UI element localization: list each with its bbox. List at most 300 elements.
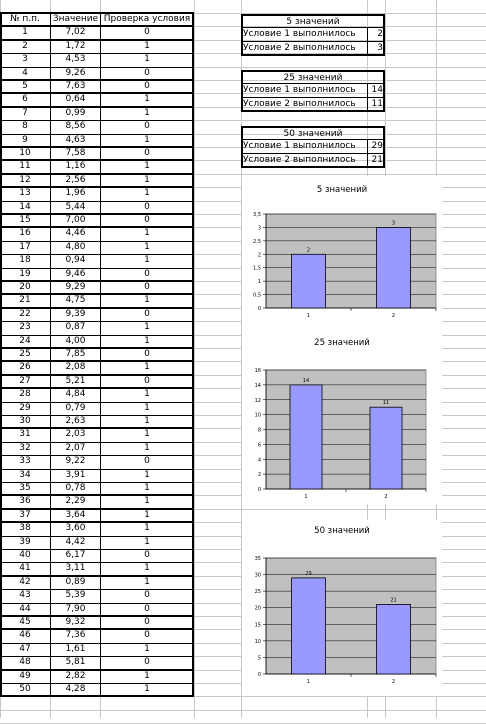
y-tick-label: 0 [257,306,261,312]
condition-cell[interactable]: 1 [144,362,150,373]
y-tick-label: 2,5 [253,238,261,245]
row-number-cell[interactable]: 1 [22,27,28,38]
value-cell[interactable]: 4,28 [65,684,86,694]
chart-title: 5 значений [316,185,368,195]
bar-chart[interactable] [242,176,442,334]
condition-cell[interactable]: 1 [144,188,150,199]
value-cell[interactable]: 1,16 [65,161,86,172]
table-row [0,361,194,374]
row-number-cell[interactable]: 19 [19,268,31,279]
condition-cell[interactable]: 0 [144,630,150,641]
condition-cell[interactable]: 1 [144,402,150,413]
row-number-cell[interactable]: 34 [19,469,31,480]
value-cell[interactable]: 4,84 [65,389,86,400]
bar [370,407,402,489]
table-row-border [0,335,194,336]
table-row-border [0,536,194,537]
condition-cell[interactable]: 1 [144,576,150,587]
value-cell[interactable]: 9,32 [65,617,86,627]
row-number-cell[interactable]: 39 [19,536,31,547]
condition-cell[interactable]: 0 [144,375,150,386]
condition-cell[interactable]: 1 [144,389,150,400]
y-tick-label: 20 [254,605,261,612]
summary-title[interactable]: 50 значений [241,126,385,140]
row-number-cell[interactable]: 48 [19,657,31,668]
value-cell[interactable]: 4,75 [65,295,86,306]
value-cell[interactable]: 2,56 [65,174,86,185]
condition-cell[interactable]: 1 [144,442,150,453]
condition-cell[interactable]: 1 [144,107,150,118]
condition-cell[interactable]: 1 [144,469,150,480]
row-number-cell[interactable]: 29 [19,402,31,413]
row-number-cell[interactable]: 3 [22,54,28,65]
summary-label[interactable]: Условие 1 выполнилось [243,141,356,151]
table-row [0,93,194,106]
data-label: 11 [382,400,390,407]
summary-title[interactable]: 5 значений [241,14,385,28]
condition-cell[interactable]: 1 [144,670,150,681]
table-row [0,522,194,535]
value-cell[interactable]: 5,44 [65,201,86,212]
table-row-border [0,402,194,403]
condition-cell[interactable]: 1 [144,563,150,574]
bar-chart[interactable] [242,334,442,504]
value-cell[interactable]: 4,46 [65,228,86,239]
table-row-border [0,134,194,135]
row-number-cell[interactable]: 8 [22,121,28,132]
value-cell[interactable]: 7,58 [65,148,86,158]
table-row [0,629,194,642]
value-cell[interactable]: 5,81 [65,657,86,668]
row-number-cell[interactable]: 42 [19,576,31,587]
condition-cell[interactable]: 0 [144,617,150,627]
condition-cell[interactable]: 1 [144,322,150,333]
table-column-border [100,13,101,696]
summary-value[interactable]: 11 [371,99,383,109]
row-number-cell[interactable]: 28 [19,389,31,400]
value-cell[interactable]: 7,36 [65,630,86,641]
table-row [0,214,194,227]
y-tick-label: 2 [257,472,261,479]
table-row-border [0,53,194,54]
table-row-border [0,415,194,416]
value-cell[interactable]: 5,21 [65,375,86,386]
y-tick-label: 0 [257,672,261,678]
value-cell[interactable]: 2,82 [65,670,86,681]
value-cell[interactable]: 3,11 [65,563,86,574]
row-number-cell[interactable]: 7 [22,107,28,118]
summary-value[interactable]: 3 [377,43,383,53]
table-row [0,643,194,656]
table-row [0,254,194,267]
condition-cell[interactable]: 0 [144,81,150,91]
condition-cell[interactable]: 0 [144,603,150,614]
value-cell[interactable]: 0,99 [65,107,86,118]
row-number-cell[interactable]: 23 [19,322,31,333]
condition-cell[interactable]: 1 [144,228,150,239]
condition-cell[interactable]: 0 [144,349,150,359]
x-tick-label: 2 [391,313,396,319]
table-row [0,53,194,66]
value-cell[interactable]: 7,90 [65,603,86,614]
table-row [0,281,194,294]
value-cell[interactable]: 1,96 [65,188,86,199]
table-row-border [0,321,194,322]
value-cell[interactable]: 9,46 [65,268,86,279]
grid-row-line [0,710,486,711]
row-number-cell[interactable]: 44 [19,603,31,614]
bar-chart[interactable] [242,520,442,696]
table-row-border [0,615,194,617]
row-number-cell[interactable]: 18 [19,255,31,266]
condition-cell[interactable]: 1 [144,241,150,252]
row-number-cell[interactable]: 50 [19,684,31,694]
condition-cell[interactable]: 1 [144,523,150,534]
summary-value[interactable]: 21 [371,155,383,165]
table-row-border [0,280,194,282]
table-row [0,442,194,455]
x-tick-label: 2 [391,679,396,685]
value-cell[interactable]: 4,80 [65,241,86,252]
table-row-border [0,549,194,550]
row-number-cell[interactable]: 14 [19,201,31,212]
summary-row [241,28,385,42]
table-row-border [0,374,194,376]
condition-cell[interactable]: 0 [144,201,150,212]
data-table [0,13,194,703]
value-cell[interactable]: 2,07 [65,442,86,453]
row-number-cell[interactable]: 13 [19,188,31,199]
y-tick-label: 35 [254,556,261,562]
table-row-border [0,494,194,496]
condition-cell[interactable]: 0 [144,657,150,668]
table-row-border [0,186,194,188]
table-row [0,428,194,441]
table-row [0,589,194,602]
table-row [0,187,194,200]
summary-row [241,84,385,98]
y-tick-label: 15 [254,622,261,629]
summary-row [241,42,385,56]
table-row [0,26,194,39]
table-row [0,495,194,508]
summary-row [241,98,385,112]
table-row-border [0,360,194,362]
condition-cell[interactable]: 1 [144,684,150,694]
table-row [0,107,194,120]
value-cell[interactable]: 5,39 [65,590,86,601]
row-number-cell[interactable]: 20 [19,282,31,292]
chart-title: 50 значений [314,526,370,536]
value-cell[interactable]: 0,89 [65,576,86,587]
row-number-cell[interactable]: 15 [19,215,31,225]
value-cell[interactable]: 4,00 [65,335,86,346]
table-row-border [0,226,194,228]
table-row [0,67,194,80]
table-row [0,134,194,147]
row-number-cell[interactable]: 2 [22,40,28,51]
condition-cell[interactable]: 1 [144,496,150,507]
condition-cell[interactable]: 1 [144,161,150,172]
condition-cell[interactable]: 1 [144,416,150,426]
condition-cell[interactable]: 1 [144,429,150,440]
condition-cell[interactable]: 0 [144,148,150,158]
table-row-border [0,656,194,657]
table-row-border [0,12,194,14]
y-tick-label: 12 [254,397,261,404]
y-tick-label: 14 [254,382,261,389]
condition-cell[interactable]: 1 [144,174,150,185]
table-row [0,268,194,281]
row-number-cell[interactable]: 25 [19,349,31,359]
row-number-cell[interactable]: 46 [19,630,31,641]
row-number-cell[interactable]: 43 [19,590,31,601]
row-number-cell[interactable]: 36 [19,496,31,507]
table-row-border [0,173,194,175]
y-tick-label: 30 [254,572,261,579]
condition-cell[interactable]: 1 [144,255,150,266]
table-row-border [0,482,194,483]
value-cell[interactable]: 1,61 [65,643,86,654]
row-number-cell[interactable]: 9 [22,134,28,145]
value-cell[interactable]: 0,78 [65,483,86,493]
value-cell[interactable]: 9,26 [65,67,86,78]
condition-cell[interactable]: 0 [144,550,150,560]
row-number-cell[interactable]: 41 [19,563,31,574]
condition-cell[interactable]: 1 [144,483,150,493]
condition-cell[interactable]: 0 [144,121,150,132]
value-cell[interactable]: 1,72 [65,40,86,51]
value-cell[interactable]: 9,22 [65,456,86,467]
data-label: 2 [306,247,311,254]
table-column-border [192,13,194,696]
row-number-cell[interactable]: 16 [19,228,31,239]
table-row [0,402,194,415]
value-cell[interactable]: 7,85 [65,349,86,359]
condition-cell[interactable]: 1 [144,335,150,346]
condition-cell[interactable]: 0 [144,456,150,467]
condition-cell[interactable]: 1 [144,536,150,547]
condition-cell[interactable]: 0 [144,67,150,78]
table-row-border [0,67,194,68]
value-cell[interactable]: 0,94 [65,255,86,266]
condition-cell[interactable]: 1 [144,509,150,520]
bar [290,385,322,489]
x-tick-label: 1 [306,679,311,685]
column-header[interactable]: Значение [52,14,99,24]
table-row-border [0,268,194,269]
table-row [0,40,194,53]
value-cell[interactable]: 4,53 [65,54,86,65]
table-row-border [0,159,194,161]
table-row [0,469,194,482]
value-cell[interactable]: 3,91 [65,469,86,480]
value-cell[interactable]: 4,42 [65,536,86,547]
y-tick-label: 1 [257,279,261,286]
value-cell[interactable]: 6,17 [65,550,86,560]
table-row-border [0,589,194,590]
value-cell[interactable]: 9,39 [65,308,86,319]
value-cell[interactable]: 7,63 [65,81,86,91]
summary-label[interactable]: Условие 2 выполнилось [243,99,356,109]
column-header[interactable]: № п.п. [10,14,40,24]
row-number-cell[interactable]: 6 [22,94,28,105]
row-number-cell[interactable]: 5 [22,81,28,91]
condition-cell[interactable]: 1 [144,94,150,105]
table-row [0,201,194,214]
summary-label[interactable]: Условие 1 выполнилось [243,85,356,95]
summary-row [241,140,385,154]
value-cell[interactable]: 2,63 [65,416,86,426]
value-cell[interactable]: 2,29 [65,496,86,507]
bar [292,254,326,308]
table-row [0,80,194,93]
chart-svg [242,520,442,696]
summary-label[interactable]: Условие 2 выполнилось [243,155,356,165]
table-row-border [0,92,194,94]
row-number-cell[interactable]: 49 [19,670,31,681]
row-number-cell[interactable]: 45 [19,617,31,627]
table-row-border [0,213,194,215]
table-row [0,536,194,549]
x-tick-label: 1 [306,313,311,319]
value-cell[interactable]: 2,03 [65,429,86,440]
value-cell[interactable]: 4,63 [65,134,86,145]
condition-cell[interactable]: 0 [144,282,150,292]
row-number-cell[interactable]: 40 [19,550,31,560]
row-number-cell[interactable]: 30 [19,416,31,426]
row-number-cell[interactable]: 27 [19,375,31,386]
condition-cell[interactable]: 1 [144,295,150,306]
table-row [0,455,194,468]
table-row-border [0,347,194,349]
condition-cell[interactable]: 0 [144,308,150,319]
row-number-cell[interactable]: 24 [19,335,31,346]
y-tick-label: 1,5 [253,265,261,272]
table-row [0,562,194,575]
condition-cell[interactable]: 1 [144,643,150,654]
value-cell[interactable]: 9,29 [65,282,86,292]
table-row [0,147,194,160]
table-column-border [0,13,2,696]
table-row [0,576,194,589]
condition-cell[interactable]: 1 [144,54,150,65]
row-number-cell[interactable]: 35 [19,483,31,493]
y-tick-label: 3 [257,225,261,232]
row-number-cell[interactable]: 32 [19,442,31,453]
summary-label[interactable]: Условие 1 выполнилось [243,29,356,39]
table-row-border [0,628,194,630]
x-tick-label: 1 [304,494,308,500]
bar [377,604,411,674]
row-number-cell[interactable]: 31 [19,429,31,440]
condition-cell[interactable]: 0 [144,268,150,279]
summary-label[interactable]: Условие 2 выполнилось [243,43,356,53]
table-row-border [0,387,194,389]
row-number-cell[interactable]: 11 [19,161,31,172]
value-cell[interactable]: 0,64 [65,94,86,105]
table-row [0,683,194,696]
table-row-border [0,575,194,577]
summary-box [241,14,386,56]
table-row-border [0,293,194,295]
row-number-cell[interactable]: 12 [19,174,31,185]
summary-value[interactable]: 2 [377,29,383,39]
table-row [0,120,194,133]
bar [292,578,326,674]
row-number-cell[interactable]: 38 [19,523,31,534]
data-label: 3 [391,220,396,227]
y-tick-label: 8 [257,427,261,434]
table-row [0,241,194,254]
table-row-border [0,106,194,108]
table-column-border [50,13,51,696]
table-row [0,294,194,307]
row-number-cell[interactable]: 22 [19,308,31,319]
y-tick-label: 0 [257,487,261,493]
summary-value[interactable]: 29 [371,141,383,151]
condition-cell[interactable]: 0 [144,215,150,225]
table-row [0,509,194,522]
table-row-border [0,25,194,27]
row-number-cell[interactable]: 47 [19,643,31,654]
value-cell[interactable]: 3,64 [65,509,86,520]
row-number-cell[interactable]: 26 [19,362,31,373]
condition-cell[interactable]: 0 [144,27,150,38]
value-cell[interactable]: 7,00 [65,215,86,225]
table-row-border [0,120,194,121]
table-row [0,549,194,562]
table-row-border [0,562,194,563]
data-label: 21 [390,597,397,604]
table-row-border [0,469,194,470]
x-tick-label: 2 [384,494,388,500]
row-number-cell[interactable]: 17 [19,241,31,252]
table-row-border [0,603,194,604]
row-number-cell[interactable]: 4 [22,67,28,78]
y-tick-label: 6 [257,442,261,449]
row-number-cell[interactable]: 10 [19,148,31,158]
y-tick-label: 10 [254,412,261,419]
value-cell[interactable]: 2,08 [65,362,86,373]
table-row [0,670,194,683]
table-row-border [0,521,194,523]
condition-cell[interactable]: 1 [144,40,150,51]
table-header-row [0,13,194,26]
row-number-cell[interactable]: 21 [19,295,31,306]
table-row [0,375,194,388]
y-tick-label: 3,5 [253,212,261,218]
value-cell[interactable]: 0,87 [65,322,86,333]
value-cell[interactable]: 8,56 [65,121,86,132]
value-cell[interactable]: 7,02 [65,27,86,38]
table-row [0,227,194,240]
summary-title[interactable]: 25 значений [241,70,385,84]
table-row [0,348,194,361]
column-header[interactable]: Проверка условия [103,14,191,24]
value-cell[interactable]: 3,60 [65,523,86,534]
table-row-border [0,643,194,644]
table-row-border [0,695,194,697]
table-row-border [0,455,194,456]
condition-cell[interactable]: 1 [144,134,150,145]
condition-cell[interactable]: 0 [144,590,150,601]
y-tick-label: 4 [257,457,261,464]
summary-value[interactable]: 14 [371,85,383,95]
row-number-cell[interactable]: 33 [19,456,31,467]
value-cell[interactable]: 0,79 [65,402,86,413]
row-number-cell[interactable]: 37 [19,509,31,520]
